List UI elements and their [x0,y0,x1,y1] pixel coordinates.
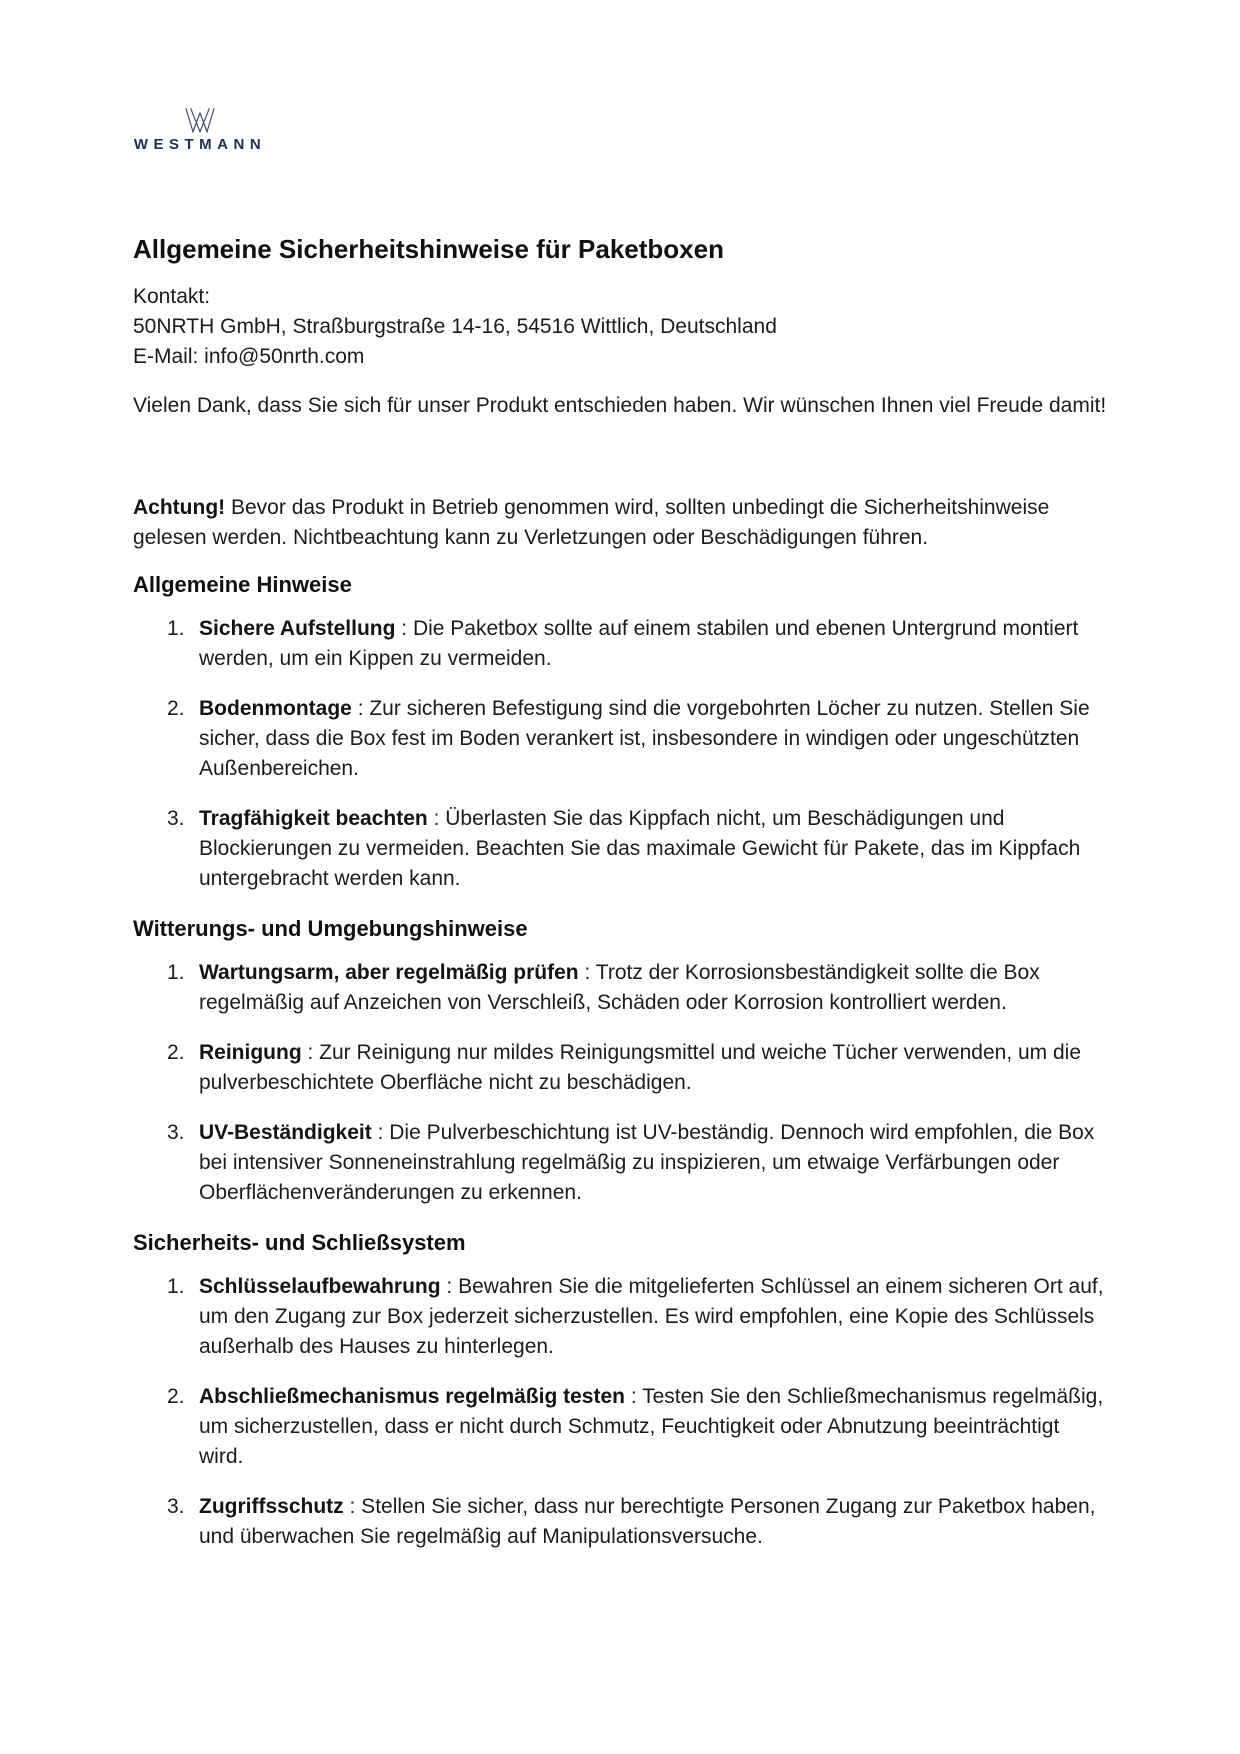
list-item-number: 1. [167,1275,185,1298]
list-item [133,804,1107,894]
document-title: Allgemeine Sicherheitshinweise für Paketboxen [133,234,724,264]
list-item-number: 3. [167,1495,185,1518]
contact-block [133,282,1107,372]
hint-list [133,1272,1107,1552]
thanks-paragraph: Vielen Dank, dass Sie sich für unser Produkt entschieden haben. Wir wünschen Ihnen viel Freude damit! [133,394,1107,417]
list-item [133,694,1107,784]
list-item-term: UV-Beständigkeit [199,1121,372,1144]
list-item-number: 1. [167,617,185,640]
contact-label: Kontakt: [133,285,211,308]
list-item-term: Wartungsarm, aber regelmäßig prüfen [199,961,579,984]
list-item-text: : Testen Sie den Schließmechanismus regelmäßig, um sicherzustellen, dass er nicht durch Schmutz, Feuchtigkeit oder Abnutzung beeinträchtigt wird. [199,1385,1104,1468]
list-item-text: : Die Paketbox sollte auf einem stabilen und ebenen Untergrund montiert werden, um ein Kippen zu vermeiden. [199,617,1079,670]
section-heading: Sicherheits- und Schließsystem [133,1230,466,1255]
list-item-text: : Trotz der Korrosionsbeständigkeit sollte die Box regelmäßig auf Anzeichen von Verschleiß, Schäden oder Korrosion kontrolliert werden. [199,961,1040,1014]
hint-list [133,614,1107,894]
list-item-number: 3. [167,807,185,830]
section-witterungs-umgebungshinweise [133,914,1107,1208]
list-item-term: Bodenmontage [199,697,352,720]
list-item [133,1038,1107,1098]
list-item-text: : Überlasten Sie das Kippfach nicht, um Beschädigungen und Blockierungen zu vermeiden. Beachten Sie das maximale Gewicht für Pakete, das im Kippfach untergebracht werden kann. [199,807,1081,890]
list-item-number: 1. [167,961,185,984]
list-item [133,1118,1107,1208]
westmann-logo [133,107,267,153]
list-item-term: Tragfähigkeit beachten [199,807,428,830]
list-item-text: : Stellen Sie sicher, dass nur berechtigte Personen Zugang zur Paketbox haben, und überwachen Sie regelmäßig auf Manipulationsversuche. [199,1495,1096,1548]
list-item-number: 2. [167,1385,185,1408]
section-heading: Witterungs- und Umgebungshinweise [133,916,528,941]
list-item-text: : Die Pulverbeschichtung ist UV-beständig. Dennoch wird empfohlen, die Box bei intensiver Sonneneinstrahlung regelmäßig zu inspizieren, um etwaige Verfärbungen oder Oberflächenveränderungen zu erkennen. [199,1121,1095,1204]
list-item-text: : Bewahren Sie die mitgelieferten Schlüssel an einem sicheren Ort auf, um den Zugang zur Box jederzeit sicherzustellen. Es wird empfohlen, eine Kopie des Schlüssels außerhalb des Hauses zu hinterlegen. [199,1275,1104,1358]
section-heading: Allgemeine Hinweise [133,572,352,597]
list-item-text: : Zur sicheren Befestigung sind die vorgebohrten Löcher zu nutzen. Stellen Sie sicher, dass die Box fest im Boden verankert ist, insbesondere in windigen oder ungeschützten Außenbereichen. [199,697,1090,780]
list-item-text: : Zur Reinigung nur mildes Reinigungsmittel und weiche Tücher verwenden, um die pulverbeschichtete Oberfläche nicht zu beschädigen. [199,1041,1082,1094]
section-allgemeine-hinweise [133,570,1107,894]
list-item-term: Abschließmechanismus regelmäßig testen [199,1385,625,1408]
westmann-monogram-icon [185,107,215,134]
contact-address: 50NRTH GmbH, Straßburgstraße 14-16, 54516 Wittlich, Deutschland [133,315,777,338]
list-item-term: Schlüsselaufbewahrung [199,1275,441,1298]
list-item-term: Sichere Aufstellung [199,617,396,640]
list-item [133,1272,1107,1362]
list-item-number: 2. [167,697,185,720]
warning-paragraph [133,493,1107,553]
section-sicherheits-schliesssystem [133,1228,1107,1552]
contact-email: E-Mail: info@50nrth.com [133,345,365,368]
list-item-term: Zugriffsschutz [199,1495,344,1518]
warning-bold: Achtung! [133,496,226,519]
list-item-term: Reinigung [199,1041,302,1064]
hint-list [133,958,1107,1208]
list-item-number: 3. [167,1121,185,1144]
brand-wordmark: WESTMANN [133,136,267,153]
list-item [133,1492,1107,1552]
list-item [133,614,1107,674]
list-item-number: 2. [167,1041,185,1064]
warning-text: Bevor das Produkt in Betrieb genommen wird, sollten unbedingt die Sicherheitshinweise gelesen werden. Nichtbeachtung kann zu Verletzungen oder Beschädigungen führen. [133,496,1050,549]
list-item [133,1382,1107,1472]
list-item [133,958,1107,1018]
